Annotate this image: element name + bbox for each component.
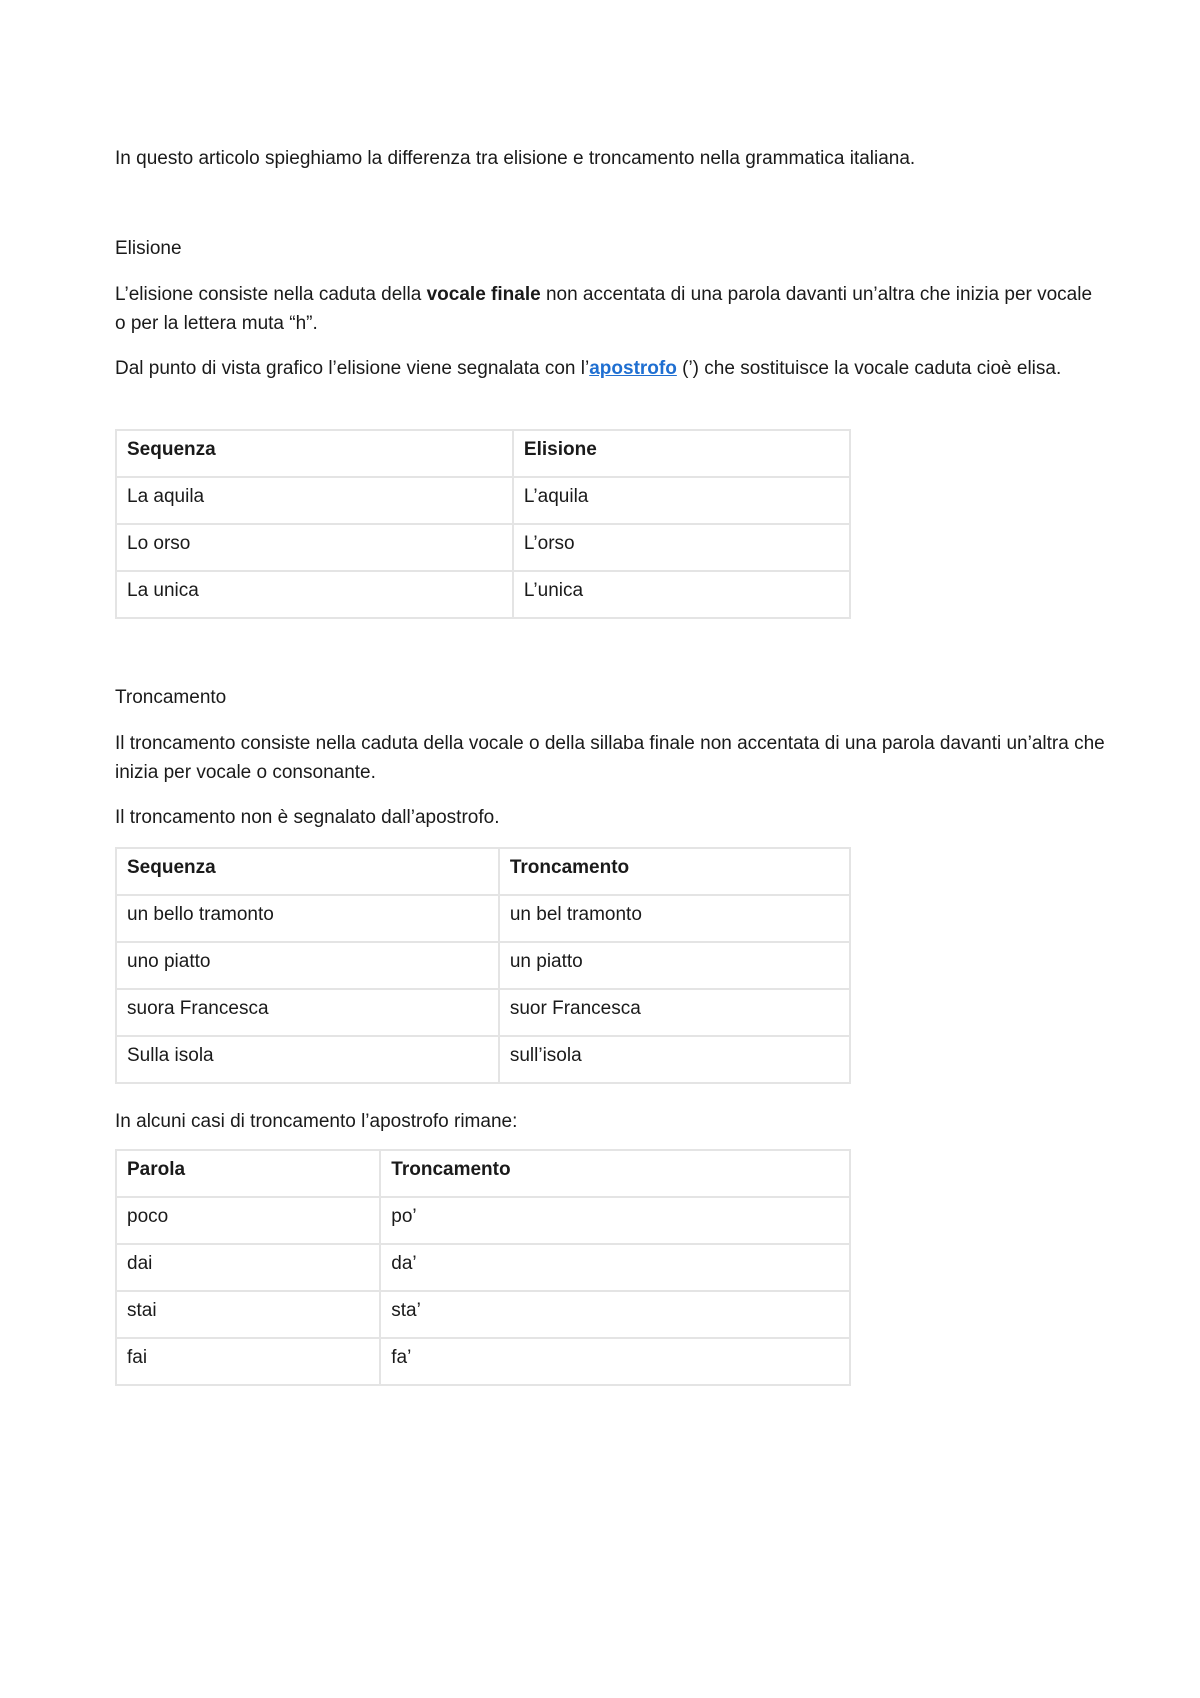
- elisione-graphic-paragraph: [115, 354, 1105, 383]
- table-cell: fai: [116, 1338, 380, 1385]
- table-row: [116, 1197, 850, 1244]
- table-header-cell: Elisione: [513, 430, 850, 477]
- elisione-p1-text-b: non accentata di una parola davanti un’altra che inizia per vocale o per la lettera muta “h”.: [115, 284, 1093, 334]
- table-cell: sull’isola: [499, 1036, 850, 1083]
- table-cell: suor Francesca: [499, 989, 850, 1036]
- table-header-row: [116, 430, 850, 477]
- table-row: [116, 895, 850, 942]
- table-cell: un bel tramonto: [499, 895, 850, 942]
- elisione-p2-text-a: Dal punto di vista grafico l’elisione viene segnalata con l’: [115, 358, 590, 379]
- table-cell: po’: [380, 1197, 850, 1244]
- table-header-cell: Troncamento: [499, 848, 850, 895]
- table-row: [116, 571, 850, 618]
- table-row: [116, 1036, 850, 1083]
- table-row: [116, 1291, 850, 1338]
- table-cell: Sulla isola: [116, 1036, 499, 1083]
- table-row: [116, 942, 850, 989]
- troncamento-apostrophe-paragraph: Il troncamento non è segnalato dall’apostrofo.: [115, 807, 500, 828]
- table-header-cell: Troncamento: [380, 1150, 850, 1197]
- table-cell: Lo orso: [116, 524, 513, 571]
- intro-paragraph: In questo articolo spieghiamo la differenza tra elisione e troncamento nella grammatica italiana.: [115, 148, 916, 169]
- table-cell: uno piatto: [116, 942, 499, 989]
- table-header-cell: Sequenza: [116, 430, 513, 477]
- table-row: [116, 477, 850, 524]
- section-heading-troncamento: Troncamento: [115, 687, 227, 708]
- apostrofo-link[interactable]: apostrofo: [589, 358, 677, 379]
- table-cell: fa’: [380, 1338, 850, 1385]
- table-cell: L’unica: [513, 571, 850, 618]
- table-cell: da’: [380, 1244, 850, 1291]
- table-cell: La aquila: [116, 477, 513, 524]
- table-row: [116, 1244, 850, 1291]
- table-cell: un piatto: [499, 942, 850, 989]
- table-header-row: [116, 1150, 850, 1197]
- table-header-cell: Parola: [116, 1150, 380, 1197]
- table-header-cell: Sequenza: [116, 848, 499, 895]
- troncamento-apostrophe-table: [115, 1149, 851, 1386]
- table-row: [116, 989, 850, 1036]
- table-cell: dai: [116, 1244, 380, 1291]
- table-cell: un bello tramonto: [116, 895, 499, 942]
- elisione-definition-paragraph: [115, 280, 1105, 338]
- elisione-p1-bold: vocale finale: [426, 284, 541, 305]
- troncamento-exceptions-paragraph: In alcuni casi di troncamento l’apostrofo rimane:: [115, 1111, 518, 1132]
- table-row: [116, 524, 850, 571]
- table-cell: poco: [116, 1197, 380, 1244]
- table-cell: stai: [116, 1291, 380, 1338]
- table-cell: L’aquila: [513, 477, 850, 524]
- table-header-row: [116, 848, 850, 895]
- table-cell: suora Francesca: [116, 989, 499, 1036]
- troncamento-table: [115, 847, 851, 1084]
- table-cell: La unica: [116, 571, 513, 618]
- table-row: [116, 1338, 850, 1385]
- elisione-table: [115, 429, 851, 619]
- table-cell: L’orso: [513, 524, 850, 571]
- section-heading-elisione: Elisione: [115, 238, 182, 259]
- elisione-p2-text-b: (’) che sostituisce la vocale caduta cioè elisa.: [676, 358, 1062, 379]
- troncamento-definition-paragraph: Il troncamento consiste nella caduta della vocale o della sillaba finale non accentata di una parola davanti un’altra che inizia per vocale o consonante.: [115, 733, 1105, 783]
- table-cell: sta’: [380, 1291, 850, 1338]
- elisione-p1-text-a: L’elisione consiste nella caduta della: [115, 284, 427, 305]
